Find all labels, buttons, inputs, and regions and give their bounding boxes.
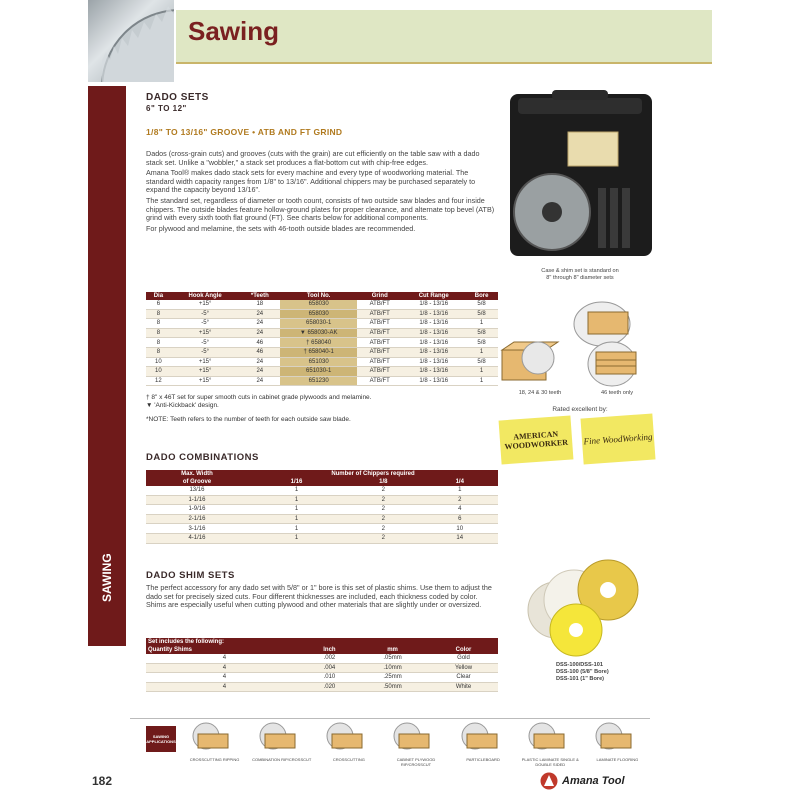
table-cell: 24 xyxy=(240,367,281,377)
table-cell: 4 xyxy=(146,654,303,663)
table-cell: .010 xyxy=(303,673,356,683)
table-cell: 5/8 xyxy=(465,309,498,319)
table-row xyxy=(146,505,498,515)
table-cell: White xyxy=(429,682,498,692)
footnote: † 8" x 46T set for super smooth cuts in cabinet grade plywoods and melamine. xyxy=(146,394,372,401)
table-cell: 13/16 xyxy=(146,486,248,495)
column-header: Set includes the following: xyxy=(146,638,498,646)
dado-sets-table xyxy=(146,292,498,386)
table-cell: 4-1/16 xyxy=(146,533,248,543)
table-cell: Clear xyxy=(429,673,498,683)
application-diagram xyxy=(318,722,370,752)
application-label: PARTICLEBOARD xyxy=(466,757,500,762)
fine-woodworking-logo: Fine WoodWorking xyxy=(580,414,655,465)
application-diagram xyxy=(520,722,572,752)
table-cell: 8 xyxy=(146,347,171,357)
column-header: Quantity Shims xyxy=(146,646,303,654)
table-cell: 4 xyxy=(146,673,303,683)
table-row xyxy=(146,682,498,692)
table-cell: 2 xyxy=(345,524,421,534)
table-cell: 651030 xyxy=(280,357,357,367)
column-header: Color xyxy=(429,646,498,654)
table-cell: ATB/FT xyxy=(357,338,402,348)
table-cell: .05mm xyxy=(356,654,429,663)
table-cell: 1/8 - 13/16 xyxy=(402,338,465,348)
table-cell: +15° xyxy=(171,328,240,338)
table-cell: 18 xyxy=(240,300,281,309)
application-label: PLASTIC LAMINATE SINGLE & DOUBLE SIDED xyxy=(521,757,579,767)
dado-cut-diagrams xyxy=(500,296,660,392)
brand-name: Amana Tool xyxy=(562,775,625,787)
table-row xyxy=(146,319,498,329)
application-icon xyxy=(520,722,581,767)
application-label: CROSSCUTTING RIPPING xyxy=(189,757,240,762)
dado-case-photo xyxy=(502,88,658,266)
dado-shims-heading: DADO SHIM SETS xyxy=(146,570,235,581)
column-header: Cut Range xyxy=(402,292,465,300)
side-tab-label: SAWING xyxy=(100,553,114,603)
table-row xyxy=(146,486,498,495)
table-cell: 2 xyxy=(422,495,499,505)
table-cell: 651230 xyxy=(280,376,357,386)
case-caption-line: 8" through 8" diameter sets xyxy=(546,275,614,281)
application-icon xyxy=(385,722,446,767)
table-header-row xyxy=(146,646,498,654)
application-diagram xyxy=(251,722,303,752)
table-cell: Gold xyxy=(429,654,498,663)
table-cell: † 658040-1 xyxy=(280,347,357,357)
table-cell: 12 xyxy=(146,376,171,386)
sawing-applications-badge: SAWING APPLICATIONS xyxy=(146,726,176,752)
footnote: *NOTE: Teeth refers to the number of teeth for each outside saw blade. xyxy=(146,416,351,423)
column-header: 1/8 xyxy=(345,478,421,486)
dado-sets-description xyxy=(146,150,498,233)
table-row xyxy=(146,376,498,386)
table-row xyxy=(146,663,498,673)
table-cell: 5/8 xyxy=(465,300,498,309)
table-cell: 1 xyxy=(465,347,498,357)
table-cell: 2 xyxy=(345,486,421,495)
table-cell: † 658040 xyxy=(280,338,357,348)
dado-sets-subheading: 1/8" TO 13/16" GROOVE • ATB AND FT GRIND xyxy=(146,127,343,137)
diagram-caption-left: 18, 24 & 30 teeth xyxy=(518,390,562,396)
application-icon xyxy=(318,722,379,762)
table-header-row xyxy=(146,478,498,486)
table-cell: +15° xyxy=(171,367,240,377)
table-cell: 1/8 - 13/16 xyxy=(402,328,465,338)
table-cell: 658030-1 xyxy=(280,319,357,329)
table-cell: 10 xyxy=(146,367,171,377)
shim-part-numbers xyxy=(556,662,646,683)
table-cell: 6 xyxy=(422,514,499,524)
table-cell: 5/8 xyxy=(465,328,498,338)
table-cell: 46 xyxy=(240,347,281,357)
rated-label: Rated excellent by: xyxy=(552,406,608,413)
table-cell: 6 xyxy=(146,300,171,309)
table-row xyxy=(146,367,498,377)
table-cell: 2-1/16 xyxy=(146,514,248,524)
table-row xyxy=(146,328,498,338)
table-cell: 1 xyxy=(248,524,345,534)
table-cell: 1-9/16 xyxy=(146,505,248,515)
table-cell: 24 xyxy=(240,328,281,338)
table-cell: -5° xyxy=(171,309,240,319)
table-cell: +15° xyxy=(171,300,240,309)
application-icon xyxy=(251,722,312,762)
table-cell: 658030 xyxy=(280,300,357,309)
table-cell: 1 xyxy=(248,495,345,505)
column-header: mm xyxy=(356,646,429,654)
table-cell: 1-1/16 xyxy=(146,495,248,505)
table-cell: 1/8 - 13/16 xyxy=(402,300,465,309)
table-row xyxy=(146,309,498,319)
table-row xyxy=(146,495,498,505)
table-cell: -5° xyxy=(171,338,240,348)
table-cell: 24 xyxy=(240,319,281,329)
application-label: CABINET PLYWOOD RIP/CROSSCUT xyxy=(396,757,436,767)
page-title: Sawing xyxy=(188,16,280,46)
shim-discs-photo xyxy=(520,556,650,660)
table-cell: .002 xyxy=(303,654,356,663)
table-cell: 1/8 - 13/16 xyxy=(402,357,465,367)
table-row xyxy=(146,514,498,524)
column-header: Hook Angle xyxy=(171,292,240,300)
application-label: CROSSCUTTING xyxy=(332,757,365,762)
table-row xyxy=(146,347,498,357)
table-cell: 24 xyxy=(240,309,281,319)
paragraph: For plywood and melamine, the sets with 46-tooth outside blades are recommended. xyxy=(146,223,416,233)
table-cell: 10 xyxy=(146,357,171,367)
table-cell: 651030-1 xyxy=(280,367,357,377)
table-cell: 46 xyxy=(240,338,281,348)
application-diagram xyxy=(587,722,639,752)
header-rule xyxy=(176,62,712,64)
paragraph: The standard set, regardless of diameter or tooth count, consists of two outside saw blades and four inside chippers. The outside blades feature hollow-ground plates for proper clearance, and alternate top bevel (ATB) grind with every sixth tooth flat ground (FT). See charts below for additional components. xyxy=(146,195,495,223)
table-cell: 24 xyxy=(240,376,281,386)
dado-combinations-table-body xyxy=(146,486,498,543)
table-cell: ATB/FT xyxy=(357,367,402,377)
table-row xyxy=(146,654,498,663)
dado-sets-table-body xyxy=(146,300,498,386)
table-cell: .020 xyxy=(303,682,356,692)
footnote: ▼ 'Anti-Kickback' design. xyxy=(146,402,219,409)
table-cell: .004 xyxy=(303,663,356,673)
table-cell: .10mm xyxy=(356,663,429,673)
table-row xyxy=(146,533,498,543)
table-cell: 8 xyxy=(146,319,171,329)
diagram-caption-right: 46 teeth only xyxy=(600,390,634,396)
amana-logo-icon xyxy=(540,772,558,790)
table-cell: ATB/FT xyxy=(357,347,402,357)
table-cell: .50mm xyxy=(356,682,429,692)
table-cell: 14 xyxy=(422,533,499,543)
column-header: Inch xyxy=(303,646,356,654)
table-cell: 1 xyxy=(422,486,499,495)
dado-shims-table xyxy=(146,638,498,692)
table-cell: ATB/FT xyxy=(357,309,402,319)
table-cell: 4 xyxy=(146,682,303,692)
table-cell: 3-1/16 xyxy=(146,524,248,534)
table-cell: 1 xyxy=(465,367,498,377)
table-cell: 1 xyxy=(465,319,498,329)
table-cell: .25mm xyxy=(356,673,429,683)
dado-shims-table-body xyxy=(146,654,498,692)
table-cell: 1 xyxy=(465,376,498,386)
table-header-row xyxy=(146,292,498,300)
column-header: Max. Width xyxy=(146,470,248,478)
table-cell: 2 xyxy=(345,533,421,543)
table-cell: -5° xyxy=(171,347,240,357)
paragraph: Dados (cross-grain cuts) and grooves (cuts with the grain) are cut efficiently on the table saw with a dado stack set. Unlike a "wobbler," a stack set produces a flat-bottom cut with chip-free edges. xyxy=(146,149,480,167)
table-cell: ▼ 658030-AK xyxy=(280,328,357,338)
application-diagram xyxy=(385,722,437,752)
column-header: of Groove xyxy=(146,478,248,486)
table-cell: -5° xyxy=(171,319,240,329)
dado-combinations-table xyxy=(146,470,498,544)
table-cell: +15° xyxy=(171,357,240,367)
table-row xyxy=(146,300,498,309)
table-cell: 8 xyxy=(146,309,171,319)
table-cell: ATB/FT xyxy=(357,357,402,367)
table-cell: 8 xyxy=(146,338,171,348)
column-header: 1/4 xyxy=(422,478,499,486)
dado-sets-heading: DADO SETS xyxy=(146,92,209,103)
saw-blade-photo xyxy=(88,0,174,82)
application-icon xyxy=(453,722,514,762)
table-cell: 1/8 - 13/16 xyxy=(402,376,465,386)
table-cell: 1/8 - 13/16 xyxy=(402,309,465,319)
table-row xyxy=(146,673,498,683)
table-cell: 4 xyxy=(146,663,303,673)
table-cell: 2 xyxy=(345,495,421,505)
column-header: Tool No. xyxy=(280,292,357,300)
column-header: 1/16 xyxy=(248,478,345,486)
part-number: DSS-100 (5/8" Bore) xyxy=(556,669,609,675)
table-cell: 1/8 - 13/16 xyxy=(402,367,465,377)
table-row xyxy=(146,338,498,348)
application-diagram xyxy=(453,722,505,752)
dado-sets-size-range: 6" TO 12" xyxy=(146,104,187,113)
amana-tool-logo xyxy=(540,770,660,792)
column-header: *Teeth xyxy=(240,292,281,300)
table-cell: 5/8 xyxy=(465,338,498,348)
paragraph: Amana Tool® makes dado stack sets for every machine and every type of woodworking material. The standard width capacity ranges from 1/8" to 13/16". Additional chippers may be purchased separately to expand the capacity beyond 13/16". xyxy=(146,168,476,195)
application-icon xyxy=(587,722,648,762)
table-cell: 2 xyxy=(345,514,421,524)
table-cell: Yellow xyxy=(429,663,498,673)
table-cell: 4 xyxy=(422,505,499,515)
table-row xyxy=(146,524,498,534)
dado-sets-notes xyxy=(146,394,498,424)
application-icon xyxy=(184,722,245,762)
page-number: 182 xyxy=(92,774,113,788)
table-cell: ATB/FT xyxy=(357,319,402,329)
table-header-row xyxy=(146,638,498,646)
american-woodworker-logo: AMERICAN WOODWORKER xyxy=(499,416,574,465)
table-cell: 1 xyxy=(248,533,345,543)
table-cell: 658030 xyxy=(280,309,357,319)
table-cell: ATB/FT xyxy=(357,328,402,338)
table-cell: 1/8 - 13/16 xyxy=(402,347,465,357)
application-diagram xyxy=(184,722,236,752)
table-cell: 10 xyxy=(422,524,499,534)
table-cell: 2 xyxy=(345,505,421,515)
table-cell: ATB/FT xyxy=(357,300,402,309)
column-header: Dia xyxy=(146,292,171,300)
application-label: LAMINATE FLOORING xyxy=(596,757,639,762)
column-header: Bore xyxy=(465,292,498,300)
case-caption-line: Case & shim set is standard on xyxy=(541,268,619,274)
table-row xyxy=(146,357,498,367)
part-number: DSS-100/DSS-101 xyxy=(556,662,603,668)
table-cell: 8 xyxy=(146,328,171,338)
table-cell: 5/8 xyxy=(465,357,498,367)
case-caption xyxy=(510,268,650,282)
table-cell: 1 xyxy=(248,505,345,515)
part-number: DSS-101 (1" Bore) xyxy=(556,676,605,682)
footer-rule xyxy=(130,718,650,719)
table-cell: 1 xyxy=(248,486,345,495)
column-header: Grind xyxy=(357,292,402,300)
dado-combinations-heading: DADO COMBINATIONS xyxy=(146,452,259,463)
table-header-row xyxy=(146,470,498,478)
table-cell: 24 xyxy=(240,357,281,367)
column-header: Number of Chippers required xyxy=(248,470,498,478)
table-cell: ATB/FT xyxy=(357,376,402,386)
application-label: COMBINATION RIP/CROSSCUT xyxy=(252,757,312,762)
table-cell: 1 xyxy=(248,514,345,524)
table-cell: 1/8 - 13/16 xyxy=(402,319,465,329)
application-icons xyxy=(184,722,654,772)
dado-shims-description: The perfect accessory for any dado set with 5/8" or 1" bore is this set of plastic shims. Use them to adjust the dado set for precisely sized cuts. Four different thicknesses are included, each thickness coded by color. Shims are especially useful when cutting plywood and other materials that are slightly under or oversized. xyxy=(146,583,492,610)
table-cell: +15° xyxy=(171,376,240,386)
